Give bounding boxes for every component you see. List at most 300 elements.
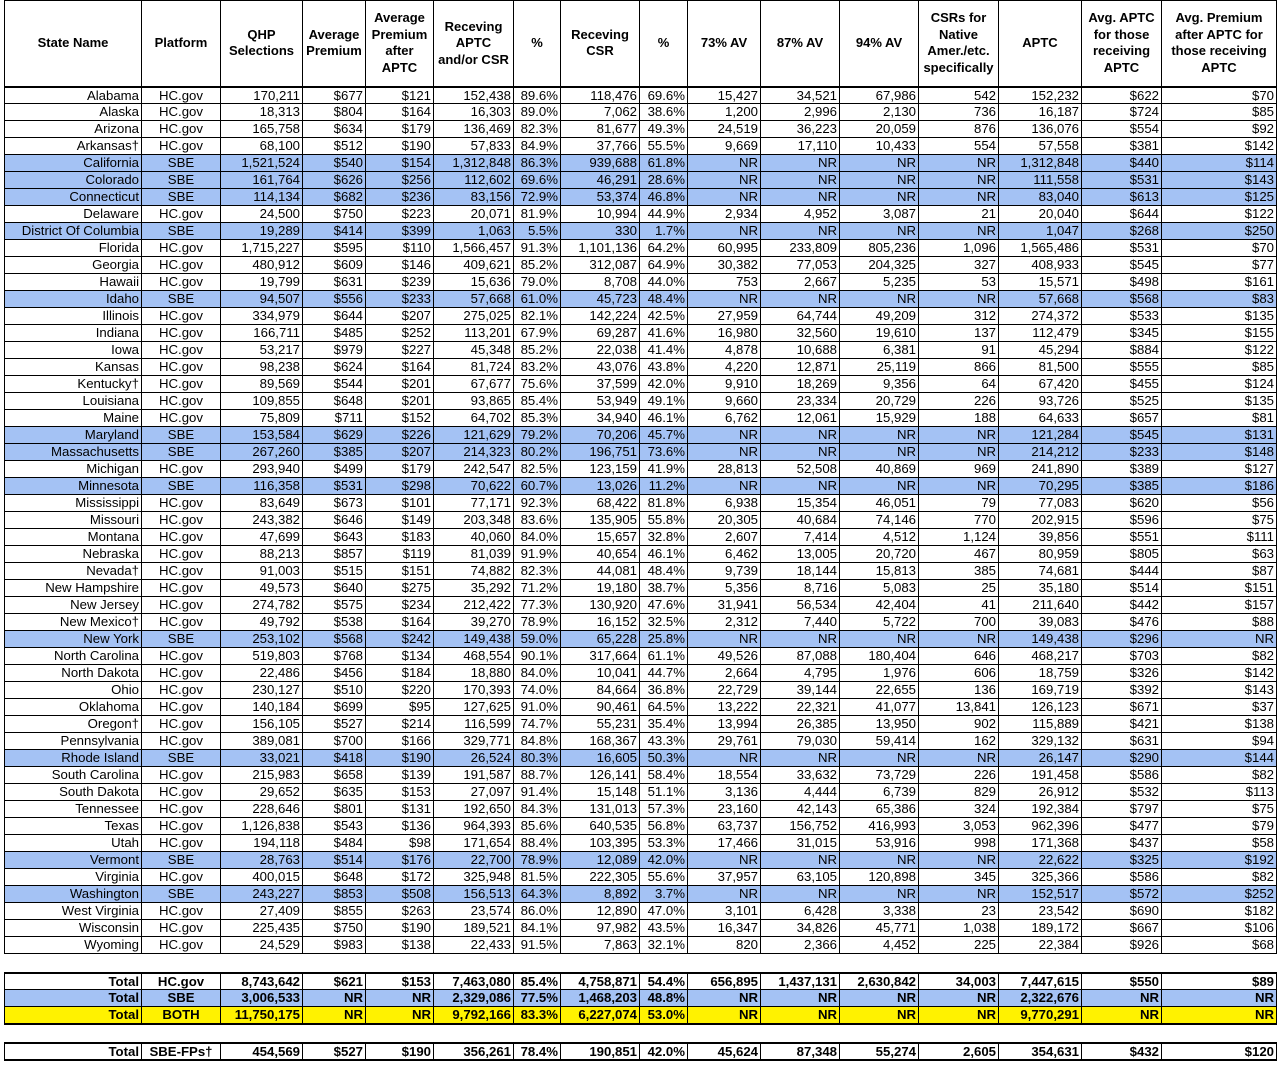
value-cell: 47,699 <box>221 529 303 546</box>
value-cell: 121,629 <box>434 427 514 444</box>
value-cell: 168,367 <box>561 733 640 750</box>
value-cell: $381 <box>1082 138 1162 155</box>
value-cell: $143 <box>1162 682 1277 699</box>
value-cell: 41.9% <box>640 461 688 478</box>
table-row <box>5 240 1277 257</box>
value-cell: 1,437,131 <box>761 973 840 990</box>
value-cell: $223 <box>366 206 434 223</box>
value-cell: 468,554 <box>434 648 514 665</box>
value-cell: 81.8% <box>640 495 688 512</box>
value-cell: 23,160 <box>688 801 761 818</box>
value-cell: 22,729 <box>688 682 761 699</box>
value-cell: $92 <box>1162 121 1277 138</box>
value-cell: 26,385 <box>761 716 840 733</box>
table-row <box>5 189 1277 206</box>
value-cell: 81,039 <box>434 546 514 563</box>
value-cell: 109,855 <box>221 393 303 410</box>
value-cell: 89,569 <box>221 376 303 393</box>
value-cell: $114 <box>1162 155 1277 172</box>
value-cell: NR <box>919 886 999 903</box>
value-cell: 56,534 <box>761 597 840 614</box>
table-row <box>5 648 1277 665</box>
table-row <box>5 835 1277 852</box>
value-cell: 15,148 <box>561 784 640 801</box>
value-cell: 64 <box>919 376 999 393</box>
value-cell: 152,232 <box>999 87 1082 104</box>
value-cell: 214,212 <box>999 444 1082 461</box>
value-cell: $527 <box>303 716 366 733</box>
value-cell: 16,303 <box>434 104 514 121</box>
state-name-cell: Total <box>5 990 142 1007</box>
value-cell: 1,038 <box>919 920 999 937</box>
table-row <box>5 444 1277 461</box>
value-cell: 156,513 <box>434 886 514 903</box>
value-cell: 19,289 <box>221 223 303 240</box>
value-cell: 13,841 <box>919 699 999 716</box>
platform-cell: HC.gov <box>142 597 221 614</box>
platform-cell: SBE <box>142 189 221 206</box>
value-cell: 468,217 <box>999 648 1082 665</box>
value-cell: 53 <box>919 274 999 291</box>
platform-cell: HC.gov <box>142 665 221 682</box>
value-cell: NR <box>919 1007 999 1024</box>
value-cell: NR <box>688 631 761 648</box>
value-cell: 130,920 <box>561 597 640 614</box>
value-cell: $75 <box>1162 801 1277 818</box>
column-header: Receving CSR <box>561 1 640 87</box>
value-cell: NR <box>761 291 840 308</box>
value-cell: $138 <box>1162 716 1277 733</box>
value-cell: 82.3% <box>514 563 561 580</box>
value-cell: $540 <box>303 155 366 172</box>
value-cell: NR <box>840 223 919 240</box>
value-cell: 136 <box>919 682 999 699</box>
value-cell: 85.2% <box>514 342 561 359</box>
value-cell: NR <box>761 852 840 869</box>
value-cell: 33,021 <box>221 750 303 767</box>
state-name-cell: Rhode Island <box>5 750 142 767</box>
table-row <box>5 631 1277 648</box>
table-row <box>5 699 1277 716</box>
column-header: 94% AV <box>840 1 919 87</box>
value-cell: 57,833 <box>434 138 514 155</box>
value-cell: 27,097 <box>434 784 514 801</box>
value-cell: $514 <box>303 852 366 869</box>
state-name-cell: Missouri <box>5 512 142 529</box>
value-cell: 79,030 <box>761 733 840 750</box>
value-cell: 293,940 <box>221 461 303 478</box>
value-cell: 149,438 <box>434 631 514 648</box>
value-cell: $724 <box>1082 104 1162 121</box>
column-header: % <box>640 1 688 87</box>
value-cell: 48.4% <box>640 563 688 580</box>
value-cell: NR <box>919 427 999 444</box>
value-cell: 74,882 <box>434 563 514 580</box>
value-cell: NR <box>1162 631 1277 648</box>
value-cell: 53.0% <box>640 1007 688 1024</box>
value-cell: $568 <box>1082 291 1162 308</box>
value-cell: $622 <box>1082 87 1162 104</box>
value-cell: $392 <box>1082 682 1162 699</box>
value-cell: 22,384 <box>999 937 1082 954</box>
value-cell: 171,368 <box>999 835 1082 852</box>
value-cell: 5,083 <box>840 580 919 597</box>
value-cell: 1.7% <box>640 223 688 240</box>
value-cell: 23,334 <box>761 393 840 410</box>
value-cell: $131 <box>1162 427 1277 444</box>
value-cell: 188 <box>919 410 999 427</box>
value-cell: 89.0% <box>514 104 561 121</box>
value-cell: 67,986 <box>840 87 919 104</box>
value-cell: $345 <box>1082 325 1162 342</box>
value-cell: 34,940 <box>561 410 640 427</box>
value-cell: 275,025 <box>434 308 514 325</box>
value-cell: 312 <box>919 308 999 325</box>
table-row <box>5 580 1277 597</box>
value-cell: 6,227,074 <box>561 1007 640 1024</box>
value-cell: 10,041 <box>561 665 640 682</box>
value-cell: $485 <box>303 325 366 342</box>
value-cell: 519,803 <box>221 648 303 665</box>
value-cell: NR <box>761 478 840 495</box>
value-cell: 23,574 <box>434 903 514 920</box>
value-cell: $543 <box>303 818 366 835</box>
value-cell: $531 <box>1082 240 1162 257</box>
value-cell: 77,171 <box>434 495 514 512</box>
value-cell: $75 <box>1162 512 1277 529</box>
value-cell: 38.6% <box>640 104 688 121</box>
value-cell: 6,938 <box>688 495 761 512</box>
value-cell: $677 <box>303 87 366 104</box>
platform-cell: HC.gov <box>142 87 221 104</box>
platform-cell: HC.gov <box>142 257 221 274</box>
value-cell: 77.5% <box>514 990 561 1007</box>
value-cell: 135,905 <box>561 512 640 529</box>
value-cell: 16,187 <box>999 104 1082 121</box>
value-cell: $515 <box>303 563 366 580</box>
value-cell: 49,573 <box>221 580 303 597</box>
value-cell: 46,291 <box>561 172 640 189</box>
value-cell: $190 <box>366 920 434 937</box>
value-cell: 112,602 <box>434 172 514 189</box>
value-cell: 61.1% <box>640 648 688 665</box>
value-cell: 55.6% <box>640 869 688 886</box>
value-cell: 26,524 <box>434 750 514 767</box>
value-cell: 82.3% <box>514 121 561 138</box>
state-name-cell: North Carolina <box>5 648 142 665</box>
value-cell: 225 <box>919 937 999 954</box>
state-name-cell: Virginia <box>5 869 142 886</box>
platform-cell: SBE <box>142 155 221 172</box>
value-cell: 998 <box>919 835 999 852</box>
value-cell: 73.6% <box>640 444 688 461</box>
value-cell: 7,414 <box>761 529 840 546</box>
value-cell: 1,976 <box>840 665 919 682</box>
value-cell: 964,393 <box>434 818 514 835</box>
platform-cell: SBE <box>142 223 221 240</box>
value-cell: $127 <box>1162 461 1277 478</box>
value-cell: 46,051 <box>840 495 919 512</box>
value-cell: 91,003 <box>221 563 303 580</box>
value-cell: $256 <box>366 172 434 189</box>
value-cell: 82.1% <box>514 308 561 325</box>
value-cell: NR <box>919 478 999 495</box>
value-cell: 23 <box>919 903 999 920</box>
value-cell: 85.6% <box>514 818 561 835</box>
value-cell: 78.9% <box>514 852 561 869</box>
value-cell: 8,892 <box>561 886 640 903</box>
value-cell: 3.7% <box>640 886 688 903</box>
state-name-cell: Indiana <box>5 325 142 342</box>
value-cell: NR <box>761 444 840 461</box>
platform-cell: HC.gov <box>142 529 221 546</box>
total-row <box>5 990 1277 1007</box>
state-rows <box>5 87 1277 1061</box>
value-cell: NR <box>840 1007 919 1024</box>
value-cell: $144 <box>1162 750 1277 767</box>
value-cell: NR <box>366 990 434 1007</box>
value-cell: 57.3% <box>640 801 688 818</box>
value-cell: 770 <box>919 512 999 529</box>
value-cell: 39,856 <box>999 529 1082 546</box>
value-cell: 45.7% <box>640 427 688 444</box>
value-cell: $768 <box>303 648 366 665</box>
state-name-cell: New Jersey <box>5 597 142 614</box>
value-cell: 44.0% <box>640 274 688 291</box>
value-cell: 88.4% <box>514 835 561 852</box>
table-row <box>5 529 1277 546</box>
table-row <box>5 886 1277 903</box>
value-cell: 6,739 <box>840 784 919 801</box>
value-cell: 3,338 <box>840 903 919 920</box>
value-cell: $58 <box>1162 835 1277 852</box>
value-cell: 49,792 <box>221 614 303 631</box>
table-row <box>5 257 1277 274</box>
value-cell: NR <box>688 427 761 444</box>
value-cell: $236 <box>366 189 434 206</box>
value-cell: $220 <box>366 682 434 699</box>
value-cell: 53,374 <box>561 189 640 206</box>
platform-cell: HC.gov <box>142 495 221 512</box>
table-row <box>5 937 1277 954</box>
value-cell: 192,650 <box>434 801 514 818</box>
state-name-cell: Wisconsin <box>5 920 142 937</box>
value-cell: $138 <box>366 937 434 954</box>
state-name-cell: Utah <box>5 835 142 852</box>
platform-cell: HC.gov <box>142 240 221 257</box>
table-row <box>5 767 1277 784</box>
value-cell: 156,105 <box>221 716 303 733</box>
table-row <box>5 359 1277 376</box>
value-cell: 22,321 <box>761 699 840 716</box>
table-row <box>5 801 1277 818</box>
value-cell: $508 <box>366 886 434 903</box>
value-cell: $122 <box>1162 342 1277 359</box>
platform-cell: HC.gov <box>142 699 221 716</box>
value-cell: NR <box>761 1007 840 1024</box>
value-cell: $699 <box>303 699 366 716</box>
value-cell: 18,554 <box>688 767 761 784</box>
value-cell: 902 <box>919 716 999 733</box>
value-cell: 939,688 <box>561 155 640 172</box>
value-cell: 42.0% <box>640 376 688 393</box>
value-cell: 64,744 <box>761 308 840 325</box>
value-cell: $575 <box>303 597 366 614</box>
state-name-cell: Nevada† <box>5 563 142 580</box>
value-cell: 120,898 <box>840 869 919 886</box>
value-cell: NR <box>840 631 919 648</box>
value-cell: $190 <box>366 750 434 767</box>
value-cell: 7,463,080 <box>434 973 514 990</box>
value-cell: $70 <box>1162 87 1277 104</box>
value-cell: 170,393 <box>434 682 514 699</box>
value-cell: 36,223 <box>761 121 840 138</box>
value-cell: 35.4% <box>640 716 688 733</box>
value-cell: 63,737 <box>688 818 761 835</box>
value-cell: 79 <box>919 495 999 512</box>
state-name-cell: New Hampshire <box>5 580 142 597</box>
value-cell: $703 <box>1082 648 1162 665</box>
value-cell: 90.1% <box>514 648 561 665</box>
value-cell: 334,979 <box>221 308 303 325</box>
value-cell: NR <box>919 444 999 461</box>
value-cell: 2,322,676 <box>999 990 1082 1007</box>
value-cell: 116,358 <box>221 478 303 495</box>
value-cell: NR <box>840 291 919 308</box>
state-name-cell: California <box>5 155 142 172</box>
platform-cell: HC.gov <box>142 973 221 990</box>
value-cell: 243,227 <box>221 886 303 903</box>
value-cell: 86.3% <box>514 155 561 172</box>
value-cell: 454,569 <box>221 1043 303 1061</box>
table-row <box>5 716 1277 733</box>
value-cell: NR <box>1162 990 1277 1007</box>
value-cell: 65,386 <box>840 801 919 818</box>
platform-cell: HC.gov <box>142 614 221 631</box>
value-cell: 876 <box>919 121 999 138</box>
value-cell: NR <box>840 478 919 495</box>
value-cell: 190,851 <box>561 1043 640 1061</box>
value-cell: 49,526 <box>688 648 761 665</box>
value-cell: $119 <box>366 546 434 563</box>
value-cell: $164 <box>366 359 434 376</box>
value-cell: 149,438 <box>999 631 1082 648</box>
value-cell: 40,060 <box>434 529 514 546</box>
value-cell: 64.5% <box>640 699 688 716</box>
value-cell: NR <box>840 172 919 189</box>
value-cell: $545 <box>1082 427 1162 444</box>
value-cell: $498 <box>1082 274 1162 291</box>
value-cell: 91.4% <box>514 784 561 801</box>
table-row <box>5 376 1277 393</box>
value-cell: $568 <box>303 631 366 648</box>
value-cell: $512 <box>303 138 366 155</box>
value-cell: 59.0% <box>514 631 561 648</box>
value-cell: 46.1% <box>640 546 688 563</box>
value-cell: 55,274 <box>840 1043 919 1061</box>
value-cell: 48.4% <box>640 291 688 308</box>
value-cell: $190 <box>366 138 434 155</box>
value-cell: 408,933 <box>999 257 1082 274</box>
value-cell: 91.0% <box>514 699 561 716</box>
state-name-cell: Kentucky† <box>5 376 142 393</box>
value-cell: 36.8% <box>640 682 688 699</box>
value-cell: 24,500 <box>221 206 303 223</box>
state-name-cell: Maryland <box>5 427 142 444</box>
value-cell: $250 <box>1162 223 1277 240</box>
value-cell: 8,743,642 <box>221 973 303 990</box>
value-cell: NR <box>840 155 919 172</box>
value-cell: 20,305 <box>688 512 761 529</box>
state-name-cell: Arizona <box>5 121 142 138</box>
value-cell: 27,409 <box>221 903 303 920</box>
value-cell: 1,124 <box>919 529 999 546</box>
value-cell: 753 <box>688 274 761 291</box>
value-cell: 57,668 <box>434 291 514 308</box>
value-cell: $153 <box>366 973 434 990</box>
value-cell: 409,621 <box>434 257 514 274</box>
state-name-cell: Tennessee <box>5 801 142 818</box>
value-cell: 312,087 <box>561 257 640 274</box>
value-cell: 226 <box>919 767 999 784</box>
value-cell: 4,758,871 <box>561 973 640 990</box>
value-cell: 45,348 <box>434 342 514 359</box>
value-cell: 20,720 <box>840 546 919 563</box>
value-cell: 140,184 <box>221 699 303 716</box>
value-cell: $184 <box>366 665 434 682</box>
state-name-cell: North Dakota <box>5 665 142 682</box>
state-name-cell: Louisiana <box>5 393 142 410</box>
value-cell: 829 <box>919 784 999 801</box>
value-cell: $442 <box>1082 597 1162 614</box>
value-cell: 67.9% <box>514 325 561 342</box>
value-cell: $113 <box>1162 784 1277 801</box>
value-cell: NR <box>919 172 999 189</box>
table-row <box>5 121 1277 138</box>
value-cell: 121,284 <box>999 427 1082 444</box>
value-cell: 34,003 <box>919 973 999 990</box>
value-cell: $750 <box>303 920 366 937</box>
value-cell: 33,632 <box>761 767 840 784</box>
value-cell: 3,136 <box>688 784 761 801</box>
state-name-cell: Total <box>5 1007 142 1024</box>
value-cell: 22,700 <box>434 852 514 869</box>
value-cell: 18,269 <box>761 376 840 393</box>
value-cell: 57,558 <box>999 138 1082 155</box>
value-cell: 2,605 <box>919 1043 999 1061</box>
platform-cell: BOTH <box>142 1007 221 1024</box>
value-cell: 55,231 <box>561 716 640 733</box>
value-cell: $857 <box>303 546 366 563</box>
value-cell: 5,722 <box>840 614 919 631</box>
value-cell: 42.0% <box>640 852 688 869</box>
state-name-cell: Ohio <box>5 682 142 699</box>
value-cell: 354,631 <box>999 1043 1082 1061</box>
value-cell: $711 <box>303 410 366 427</box>
value-cell: 97,982 <box>561 920 640 937</box>
value-cell: 26,147 <box>999 750 1082 767</box>
platform-cell: HC.gov <box>142 580 221 597</box>
value-cell: 215,983 <box>221 767 303 784</box>
value-cell: 58.4% <box>640 767 688 784</box>
value-cell: $146 <box>366 257 434 274</box>
value-cell: $983 <box>303 937 366 954</box>
value-cell: 10,688 <box>761 342 840 359</box>
value-cell: 55.5% <box>640 138 688 155</box>
value-cell: $648 <box>303 393 366 410</box>
value-cell: $414 <box>303 223 366 240</box>
value-cell: 115,889 <box>999 716 1082 733</box>
